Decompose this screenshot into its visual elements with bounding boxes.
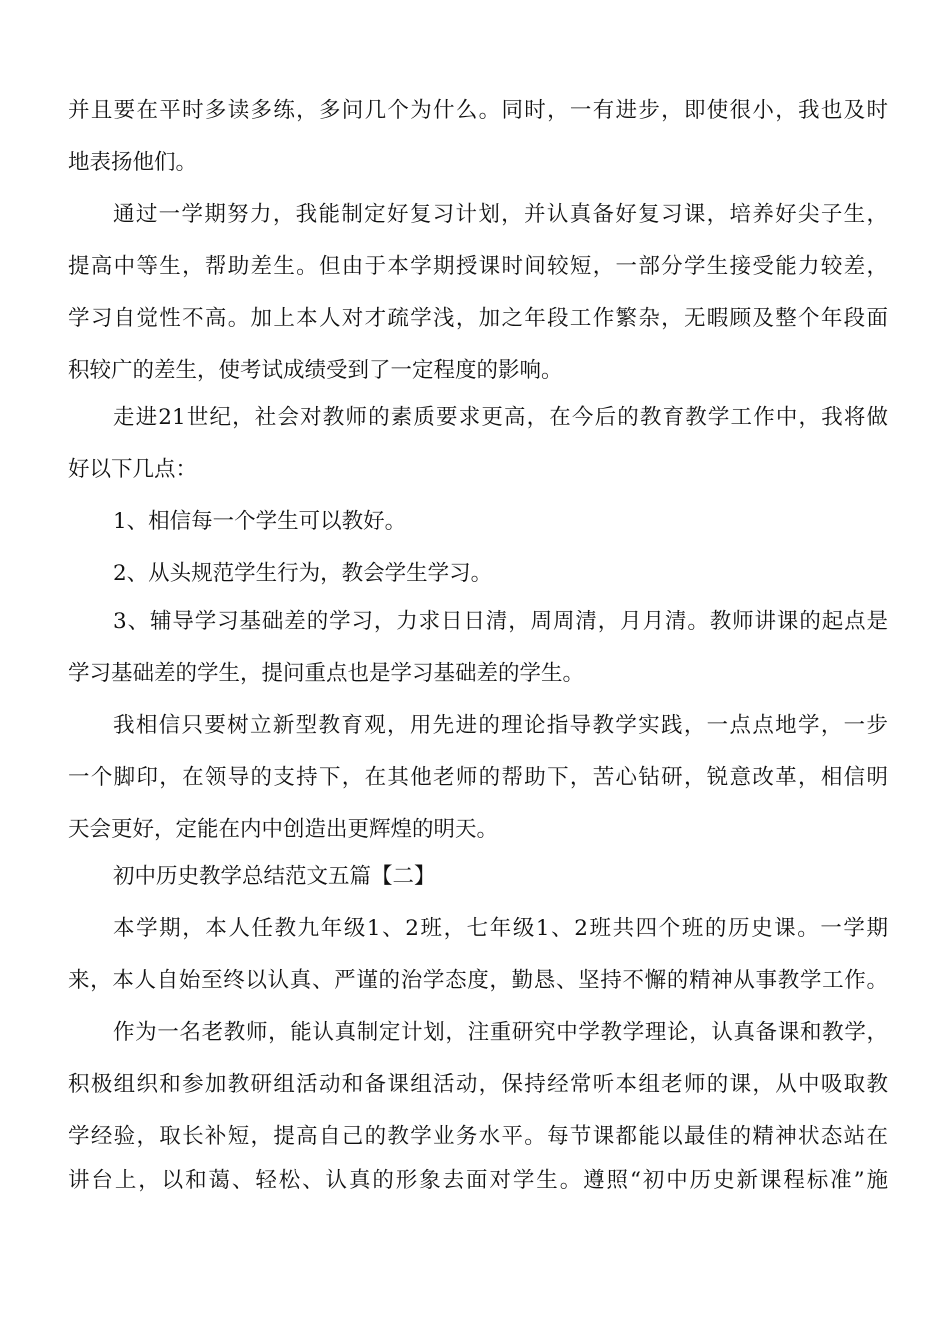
- text-line: 本学期，本人任教九年级1、2班，七年级1、2班共四个班的历史课。一学期: [113, 916, 888, 941]
- text-line: 我相信只要树立新型教育观，用先进的理论指导教学实践，一点点地学，一步: [113, 713, 888, 738]
- text-line: 一个脚印，在领导的支持下，在其他老师的帮助下，苦心钻研，锐意改革，相信明: [68, 765, 888, 790]
- text-line: 作为一名老教师，能认真制定计划，注重研究中学教学理论，认真备课和教学，: [113, 1020, 888, 1045]
- text-line: 并且要在平时多读多练，多问几个为什么。同时，一有进步，即使很小，我也及时: [68, 98, 888, 123]
- text-line: 学经验，取长补短，提高自己的教学业务水平。每节课都能以最佳的精神状态站在: [68, 1124, 888, 1149]
- text-line: 讲台上，以和蔼、轻松、认真的形象去面对学生。遵照“初中历史新课程标准”施: [68, 1168, 888, 1193]
- text-line: 积极组织和参加教研组活动和备课组活动，保持经常听本组老师的课，从中吸取教: [68, 1072, 888, 1097]
- text-line: 学习自觉性不高。加上本人对才疏学浅，加之年段工作繁杂，无暇顾及整个年段面: [68, 306, 888, 331]
- text-line: 积较广的差生，使考试成绩受到了一定程度的影响。: [68, 358, 563, 383]
- text-line: 学习基础差的学生，提问重点也是学习基础差的学生。: [68, 661, 585, 686]
- text-line: 通过一学期努力，我能制定好复习计划，并认真备好复习课，培养好尖子生，: [113, 202, 888, 227]
- text-line: 地表扬他们。: [68, 150, 198, 175]
- text-line: 提高中等生，帮助差生。但由于本学期授课时间较短，一部分学生接受能力较差，: [68, 254, 888, 279]
- text-line: 走进21世纪，社会对教师的素质要求更高，在今后的教育教学工作中，我将做: [113, 405, 888, 430]
- text-line: 1、相信每一个学生可以教好。: [113, 509, 407, 534]
- text-line: 来，本人自始至终以认真、严谨的治学态度，勤恳、坚持不懈的精神从事教学工作。: [68, 968, 888, 993]
- text-line: 3、辅导学习基础差的学习，力求日日清，周周清，月月清。教师讲课的起点是: [113, 609, 888, 634]
- section-heading: 初中历史教学总结范文五篇【二】: [113, 864, 436, 889]
- text-line: 好以下几点：: [68, 457, 198, 482]
- text-line: 天会更好，定能在内中创造出更辉煌的明天。: [68, 817, 499, 842]
- text-line: 2、从头规范学生行为，教会学生学习。: [113, 561, 493, 586]
